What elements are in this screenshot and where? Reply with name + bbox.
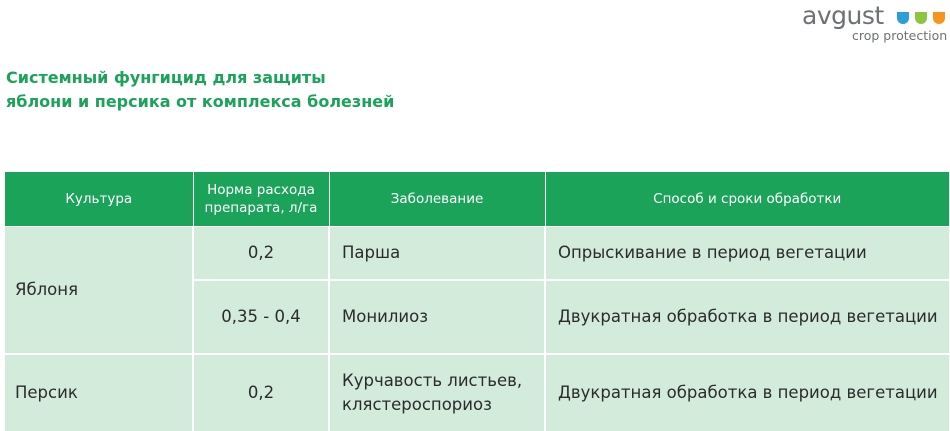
page-title-line-2: яблони и персика от комплекса болезней <box>6 92 395 111</box>
logo-dots-icon <box>895 10 947 26</box>
header-method: Способ и сроки обработки <box>545 172 949 227</box>
page-title-line-1: Системный фунгицид для защиты <box>6 68 326 87</box>
header-disease: Заболевание <box>329 172 545 227</box>
cell-crop: Яблоня <box>5 227 193 355</box>
cell-crop: Персик <box>5 354 193 431</box>
table-row <box>5 354 949 431</box>
cell-rate: 0,35 - 0,4 <box>193 280 329 354</box>
logo-dot-green <box>915 12 927 24</box>
cell-method: Опрыскивание в период вегетации <box>545 227 949 281</box>
header-rate: Норма расхода препарата, л/га <box>193 172 329 227</box>
table-row <box>5 227 949 281</box>
page-title <box>6 66 566 114</box>
logo-wordmark: avgust <box>802 1 884 30</box>
header-crop: Культура <box>5 172 193 227</box>
table-header-row <box>5 172 949 227</box>
logo-dot-orange <box>933 12 945 24</box>
cell-method: Двукратная обработка в период вегетации <box>545 280 949 354</box>
cell-method: Двукратная обработка в период вегетации <box>545 354 949 431</box>
cell-disease: Монилиоз <box>329 280 545 354</box>
logo-dot-blue <box>897 12 909 24</box>
cell-rate: 0,2 <box>193 227 329 281</box>
treatment-table <box>5 172 949 431</box>
cell-disease: Парша <box>329 227 545 281</box>
logo-subtitle: crop protection <box>852 28 948 43</box>
cell-rate: 0,2 <box>193 354 329 431</box>
cell-disease: Курчавость листьев, клястероспориоз <box>329 354 545 431</box>
avgust-logo <box>802 2 947 46</box>
